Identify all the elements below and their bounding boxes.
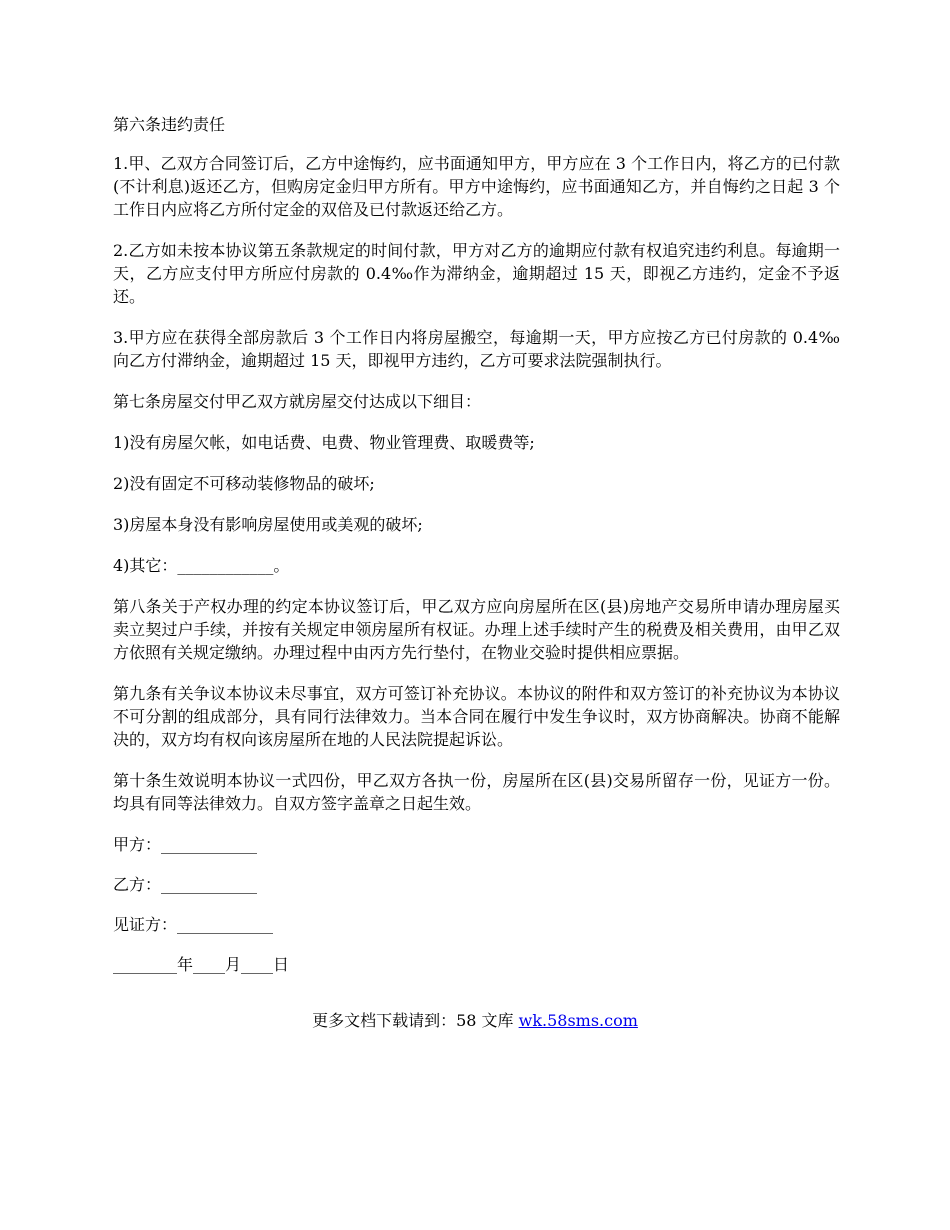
document-body <box>113 113 840 993</box>
article6-clause-1: 1.甲、乙双方合同签订后，乙方中途悔约，应书面通知甲方，甲方应在 3 个工作日内，将乙方的已付款(不计利息)返还乙方，但购房定金归甲方所有。甲方中途悔约，应书面通知乙方，并自悔约之日起 3 个工作日内应将乙方所付定金的双倍及已付款返还给乙方。 <box>113 154 840 219</box>
article7-item-2: 2)没有固定不可移动装修物品的破坏; <box>113 474 375 493</box>
date-line: ________年____月____日 <box>113 955 290 974</box>
witness-signature-line: 见证方：____________ <box>113 915 274 934</box>
article7-item-4: 4)其它：____________。 <box>113 556 290 575</box>
article7-item-1: 1)没有房屋欠帐，如电话费、电费、物业管理费、取暖费等; <box>113 433 535 452</box>
party-b-signature-line: 乙方：____________ <box>113 875 258 894</box>
article10-paragraph: 第十条生效说明本协议一式四份，甲乙双方各执一份，房屋所在区(县)交易所留存一份，见证方一份。均具有同等法律效力。自双方签字盖章之日起生效。 <box>113 771 840 813</box>
footer-link[interactable]: wk.58sms.com <box>518 1011 638 1030</box>
article6-clause-3: 3.甲方应在获得全部房款后 3 个工作日内将房屋搬空，每逾期一天，甲方应按乙方已付房款的 0.4‰向乙方付滞纳金，逾期超过 15 天，即视甲方违约，乙方可要求法院强制执行。 <box>113 328 840 370</box>
party-a-signature-line: 甲方：____________ <box>113 835 258 854</box>
article7-item-3: 3)房屋本身没有影响房屋使用或美观的破坏; <box>113 515 423 534</box>
article9-paragraph: 第九条有关争议本协议未尽事宜，双方可签订补充协议。本协议的附件和双方签订的补充协议为本协议不可分割的组成部分，具有同行法律效力。当本合同在履行中发生争议时，双方协商解决。协商不能解决的，双方均有权向该房屋所在地的人民法院提起诉讼。 <box>113 684 840 749</box>
footer <box>0 1009 950 1032</box>
article6-title: 第六条违约责任 <box>113 115 226 134</box>
footer-text: 更多文档下载请到：58 文库 <box>312 1011 519 1030</box>
article6-clause-2: 2.乙方如未按本协议第五条款规定的时间付款，甲方对乙方的逾期应付款有权追究违约利息。每逾期一天，乙方应支付甲方所应付房款的 0.4‰作为滞纳金，逾期超过 15 天，即视乙方违约，定金不予返还。 <box>113 241 840 306</box>
article8-paragraph: 第八条关于产权办理的约定本协议签订后，甲乙双方应向房屋所在区(县)房地产交易所申请办理房屋买卖立契过户手续，并按有关规定申领房屋所有权证。办理上述手续时产生的税费及相关费用，由甲乙双方依照有关规定缴纳。办理过程中由丙方先行垫付，在物业交验时提供相应票据。 <box>113 597 840 662</box>
article7-title: 第七条房屋交付甲乙双方就房屋交付达成以下细目： <box>113 392 482 411</box>
